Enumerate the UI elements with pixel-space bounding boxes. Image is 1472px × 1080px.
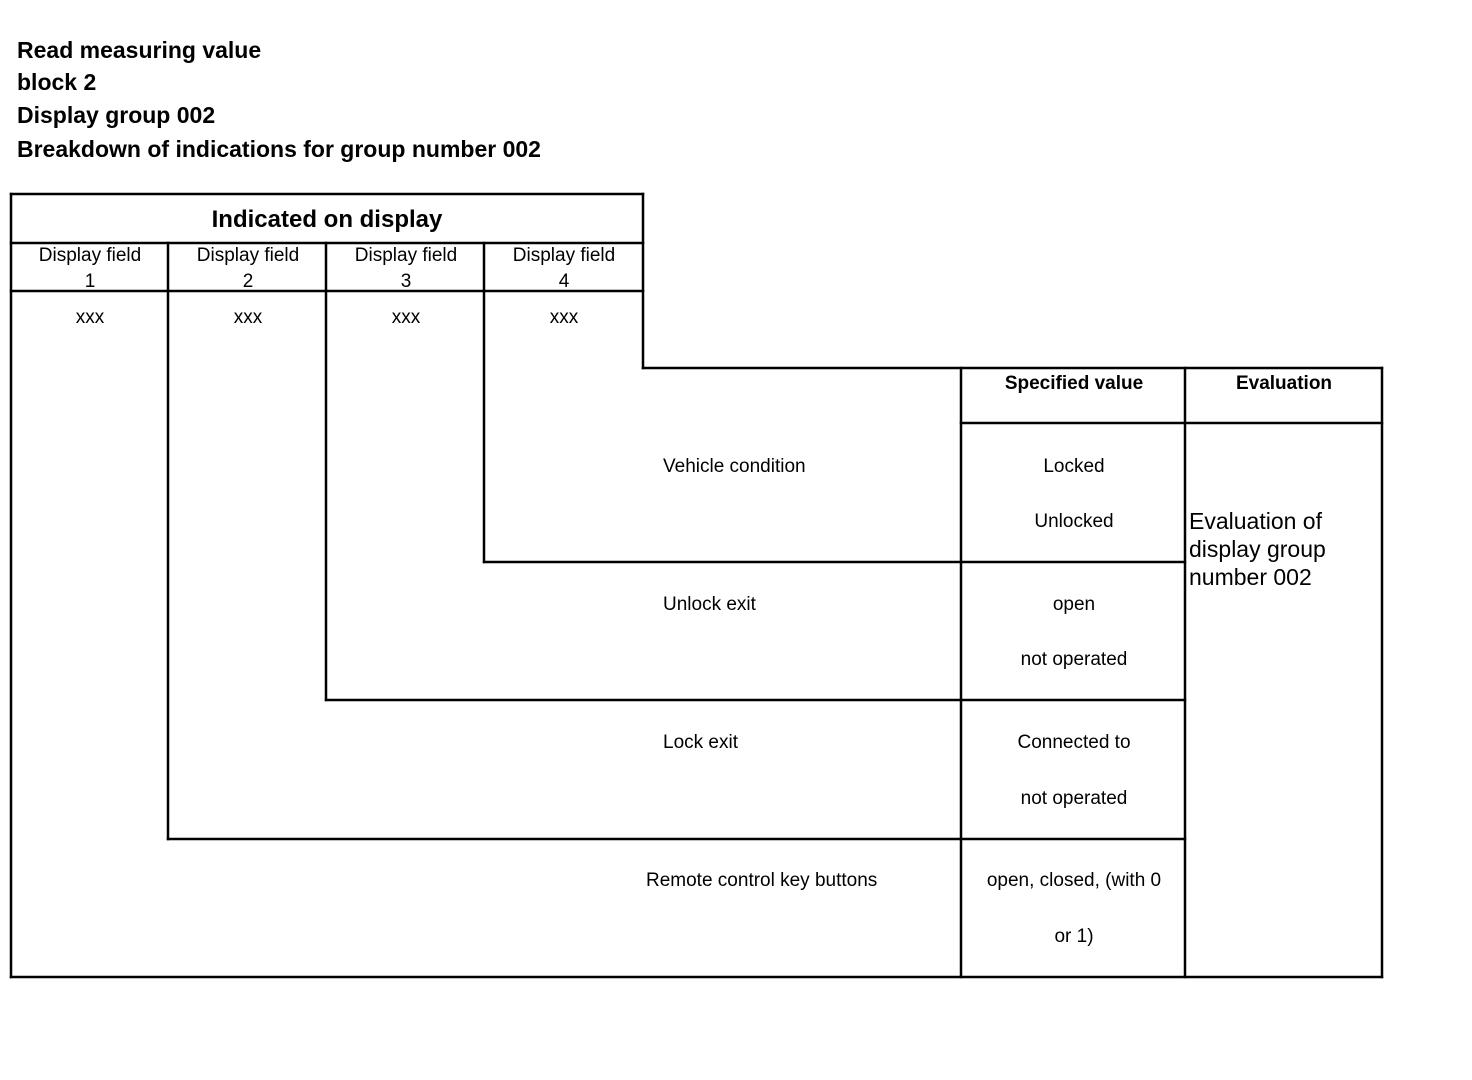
field-2-label: Display field — [196, 245, 300, 266]
spec-remote-control-1: open, closed, (with 0 — [986, 870, 1162, 891]
field-4-label: Display field — [512, 245, 616, 266]
specified-value-header: Specified value — [1004, 373, 1144, 394]
field-2-value: xxx — [233, 307, 263, 328]
row-label-vehicle-condition: Vehicle condition — [663, 456, 806, 477]
spec-lock-exit-1: Connected to — [1017, 732, 1131, 753]
row-label-remote-control: Remote control key buttons — [646, 870, 878, 891]
spec-remote-control-2: or 1) — [1054, 926, 1094, 947]
field-4-number: 4 — [558, 271, 570, 292]
evaluation-text-1: Evaluation of — [1189, 508, 1322, 534]
field-3-label: Display field — [354, 245, 458, 266]
heading-line-3: Display group 002 — [17, 102, 216, 128]
heading-line-1: Read measuring value — [17, 37, 262, 63]
evaluation-text-2: display group — [1189, 536, 1326, 562]
spec-vehicle-condition-2: Unlocked — [1034, 511, 1114, 532]
field-1-label: Display field — [38, 245, 142, 266]
heading-line-4: Breakdown of indications for group number 002 — [17, 136, 541, 162]
field-2-number: 2 — [242, 271, 254, 292]
field-4-value: xxx — [549, 307, 579, 328]
field-1-value: xxx — [75, 307, 105, 328]
row-label-lock-exit: Lock exit — [663, 732, 738, 753]
field-1-number: 1 — [84, 271, 96, 292]
heading-line-2: block 2 — [17, 69, 97, 95]
evaluation-header: Evaluation — [1235, 373, 1333, 394]
field-3-number: 3 — [400, 271, 412, 292]
evaluation-text-3: number 002 — [1189, 564, 1312, 590]
spec-vehicle-condition-1: Locked — [1043, 456, 1105, 477]
spec-lock-exit-2: not operated — [1020, 788, 1128, 809]
spec-unlock-exit-1: open — [1052, 594, 1096, 615]
spec-unlock-exit-2: not operated — [1020, 649, 1128, 670]
row-label-unlock-exit: Unlock exit — [663, 594, 756, 615]
field-3-value: xxx — [391, 307, 421, 328]
display-title: Indicated on display — [211, 206, 443, 233]
